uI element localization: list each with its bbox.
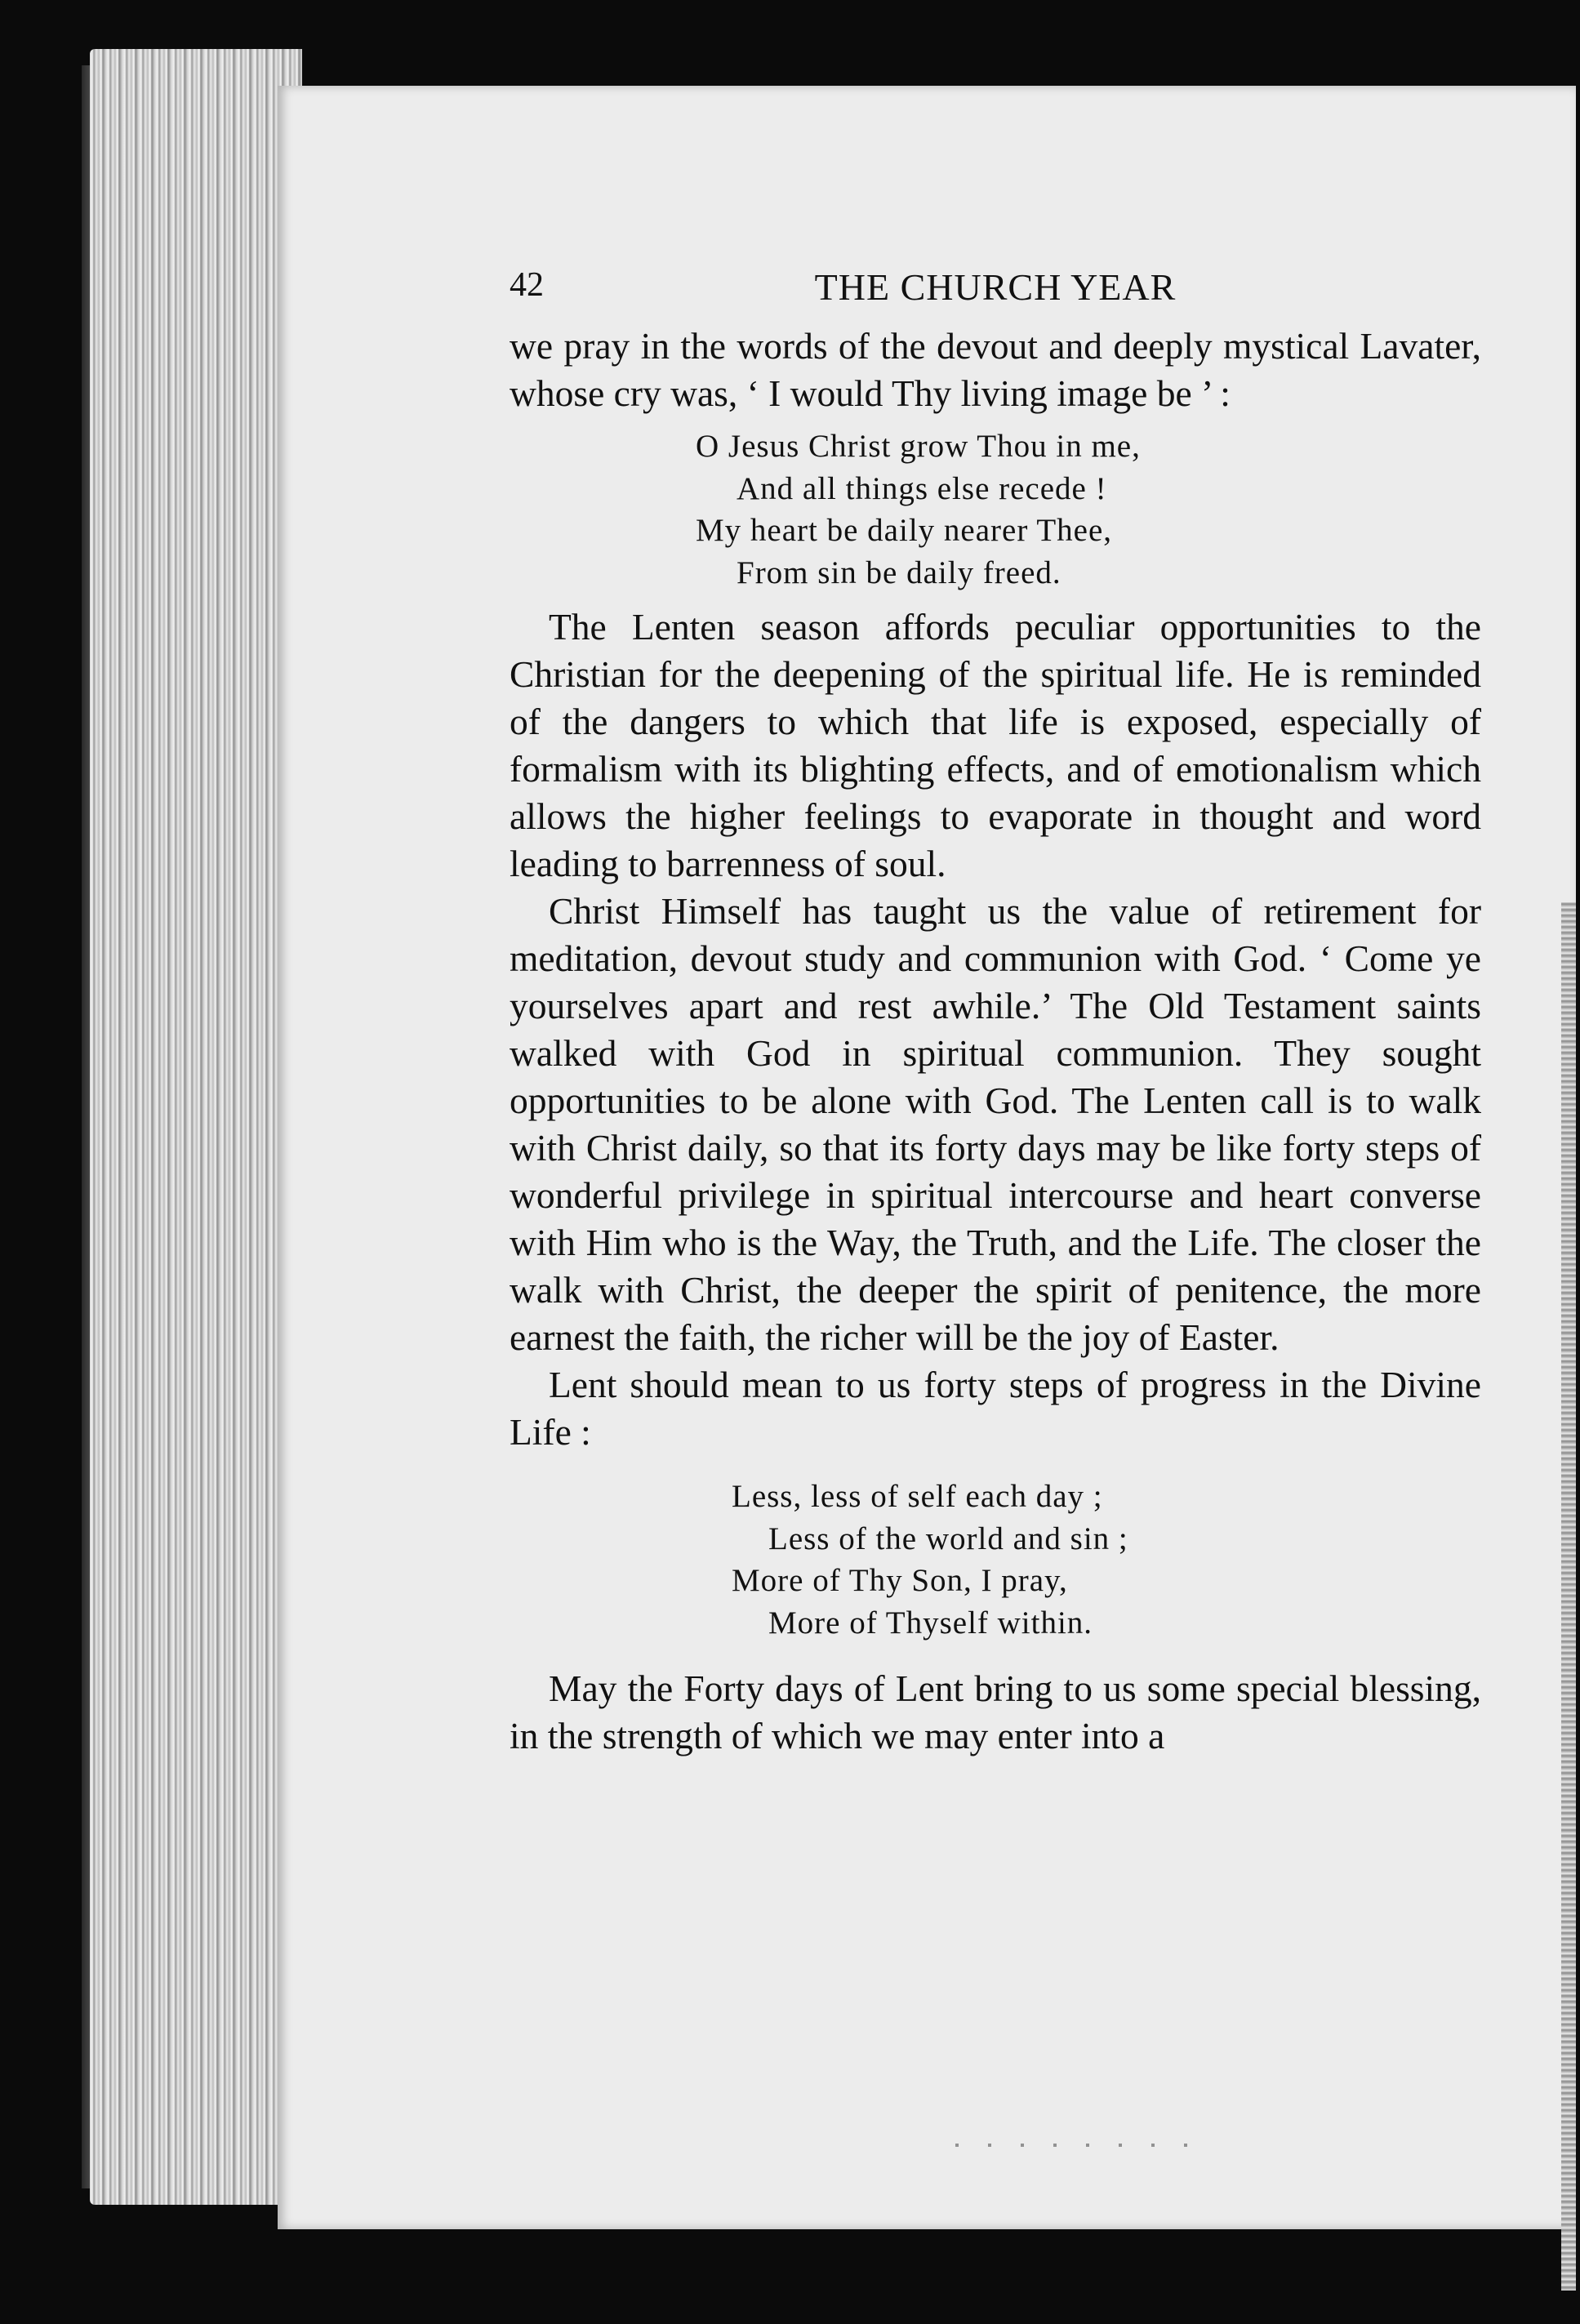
verse-line: More of Thy Son, I pray,: [732, 1563, 1068, 1598]
verse-lavater: [510, 425, 1481, 594]
verse-line: And all things else recede !: [737, 470, 1107, 506]
verse-line: O Jesus Christ grow Thou in me,: [696, 429, 1141, 464]
running-title: THE CHURCH YEAR: [814, 266, 1177, 308]
verse-lent: [510, 1476, 1481, 1644]
page-smudges: [955, 2144, 1200, 2147]
paragraph-2: The Lenten season affords peculiar opportunities to the Christian for the deepening of the spiritual life. He is reminded of the dangers to which that life is exposed, especially of formalism with its blighting effects, and of emotionalism which allows the higher feelings to evaporate in thought and word leading to barrenness of soul.: [510, 606, 1481, 884]
page-content: [510, 257, 1481, 1760]
paragraph-4: Lent should mean to us forty steps of progress in the Divine Life :: [510, 1364, 1481, 1453]
verse-line: From sin be daily freed.: [737, 554, 1061, 590]
paragraph-5: May the Forty days of Lent bring to us some special blessing, in the strength of which we may enter into a: [510, 1667, 1481, 1756]
verse-line: Less, less of self each day ;: [732, 1479, 1103, 1514]
paragraph-1: we pray in the words of the devout and deeply mystical Lavater, whose cry was, ‘ I would Thy living image be ’ :: [510, 325, 1481, 414]
verse-line: My heart be daily nearer Thee,: [696, 513, 1113, 548]
page-right-edge: [1561, 902, 1576, 2291]
page-stack-edges: [90, 49, 302, 2205]
paragraph-3: Christ Himself has taught us the value of retirement for meditation, devout study and communion with God. ‘ Come ye yourselves apart and rest awhile.’ The Old Testament saints walked with God in spiritual communion. They sought opportunities to be alone with God. The Lenten call is to walk with Christ daily, so that its forty days may be like forty steps of wonderful privilege in spiritual intercourse and heart converse with Him who is the Way, the Truth, and the Life. The closer the walk with Christ, the deeper the spirit of penitence, the more earnest the faith, the richer will be the joy of Easter.: [510, 890, 1481, 1358]
page-number: 42: [510, 266, 544, 304]
page-header: [510, 257, 1481, 323]
verse-line: More of Thyself within.: [768, 1605, 1093, 1641]
verse-line: Less of the world and sin ;: [768, 1520, 1128, 1556]
